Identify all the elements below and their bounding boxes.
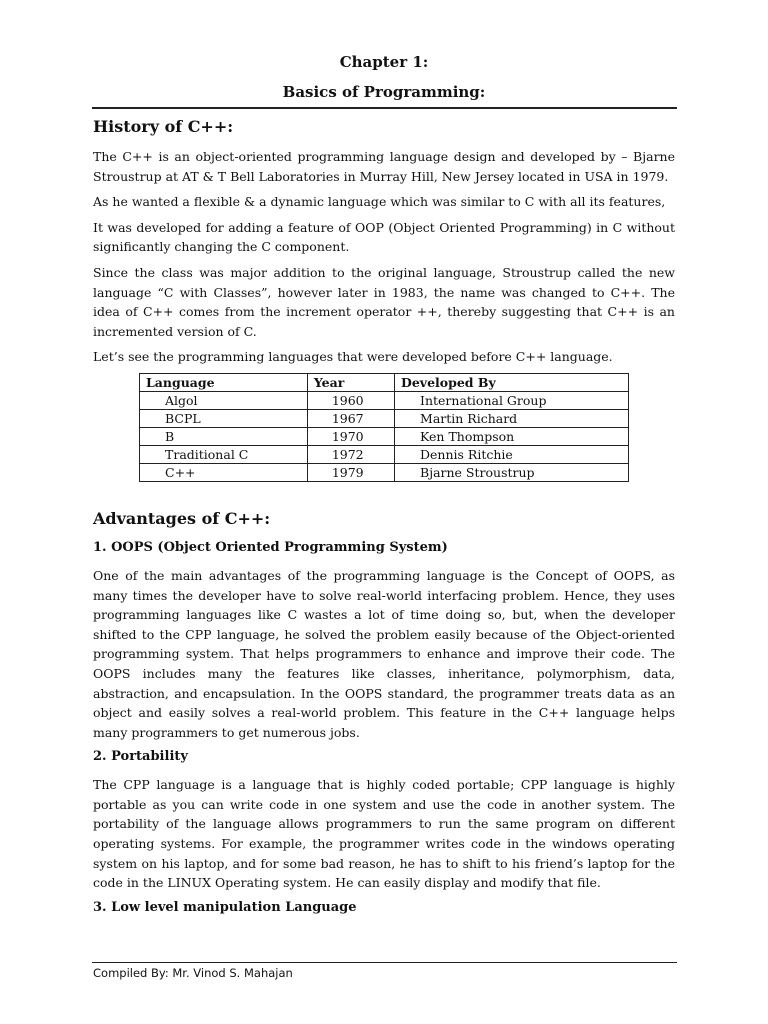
footer-divider bbox=[92, 962, 677, 963]
history-heading: History of C++: bbox=[93, 117, 234, 136]
header-divider bbox=[92, 107, 677, 109]
oops-paragraph: One of the main advantages of the programming language is the Concept of OOPS, as many times the developer have to solve real-world interfacing problem. Hence, they uses programming languages like C wastes a lot of time doing so, but, when the developer shifted to the CPP language, he solved the problem easily because of the Object-oriented programming system. That helps programmers to enhance and improve their code. The OOPS includes many the features like classes, inheritance, polymorphism, data, abstraction, and encapsulation. In the OOPS standard, the programmer treats data as an object and easily solves a real-world problem. This feature in the C++ language helps many programmers to get numerous jobs. bbox=[93, 567, 675, 740]
history-paragraph-2: As he wanted a flexible & a dynamic language which was similar to C with all its features, bbox=[93, 194, 666, 210]
table-row bbox=[140, 445, 629, 463]
table-header-row bbox=[140, 373, 629, 391]
oops-heading: 1. OOPS (Object Oriented Programming System) bbox=[93, 539, 448, 555]
table-cell: 1970 bbox=[307, 427, 394, 445]
low-level-heading: 3. Low level manipulation Language bbox=[93, 899, 357, 915]
footer-credit: Compiled By: Mr. Vinod S. Mahajan bbox=[93, 966, 293, 980]
portability-paragraph: The CPP language is a language that is highly coded portable; CPP language is highly portable as you can write code in one system and use the code in another system. The portability of the language allows programmers to run the same program on different operating systems. For example, the programmer writes code in the windows operating system on his laptop, and for some bad reason, he has to shift to his friend’s laptop for the code in the LINUX Operating system. He can easily display and modify that file. bbox=[93, 777, 675, 891]
chapter-title: Basics of Programming: bbox=[282, 83, 486, 101]
table-row bbox=[140, 409, 629, 427]
chapter-label: Chapter 1: bbox=[339, 53, 429, 71]
languages-table bbox=[139, 373, 629, 482]
history-paragraph-4: Since the class was major addition to the original language, Stroustrup called the new language “C with Classes”, however later in 1983, the name was changed to C++. The idea of C++ comes from the increment operator ++, thereby suggesting that C++ is an incremented version of C. bbox=[93, 264, 675, 339]
table-cell: C++ bbox=[140, 463, 308, 481]
advantages-heading: Advantages of C++: bbox=[93, 508, 271, 528]
table-cell: Traditional C bbox=[140, 445, 308, 463]
column-header-year: Year bbox=[307, 373, 394, 391]
history-paragraph-5: Let’s see the programming languages that were developed before C++ language. bbox=[93, 349, 613, 365]
table-cell: BCPL bbox=[140, 409, 308, 427]
portability-heading: 2. Portability bbox=[93, 749, 188, 765]
table-cell: Algol bbox=[140, 391, 308, 409]
main-content bbox=[93, 116, 675, 926]
table-cell: 1979 bbox=[307, 463, 394, 481]
table-row bbox=[140, 391, 629, 409]
column-header-language: Language bbox=[140, 373, 308, 391]
table-cell: 1967 bbox=[307, 409, 394, 427]
table-cell: International Group bbox=[395, 391, 629, 409]
table-cell: Bjarne Stroustrup bbox=[395, 463, 629, 481]
table-cell: 1960 bbox=[307, 391, 394, 409]
table-cell: Martin Richard bbox=[395, 409, 629, 427]
table-cell: Dennis Ritchie bbox=[395, 445, 629, 463]
table-row bbox=[140, 427, 629, 445]
column-header-developed-by: Developed By bbox=[395, 373, 629, 391]
history-paragraph-1: The C++ is an object-oriented programming language design and developed by – Bjarne Stroustrup at AT & T Bell Laboratories in Murray Hill, New Jersey located in USA in 1979. bbox=[93, 149, 675, 184]
table-cell: Ken Thompson bbox=[395, 427, 629, 445]
table-cell: B bbox=[140, 427, 308, 445]
history-paragraph-3: It was developed for adding a feature of OOP (Object Oriented Programming) in C without significantly changing the C component. bbox=[93, 219, 675, 255]
table-row bbox=[140, 463, 629, 481]
table-cell: 1972 bbox=[307, 445, 394, 463]
